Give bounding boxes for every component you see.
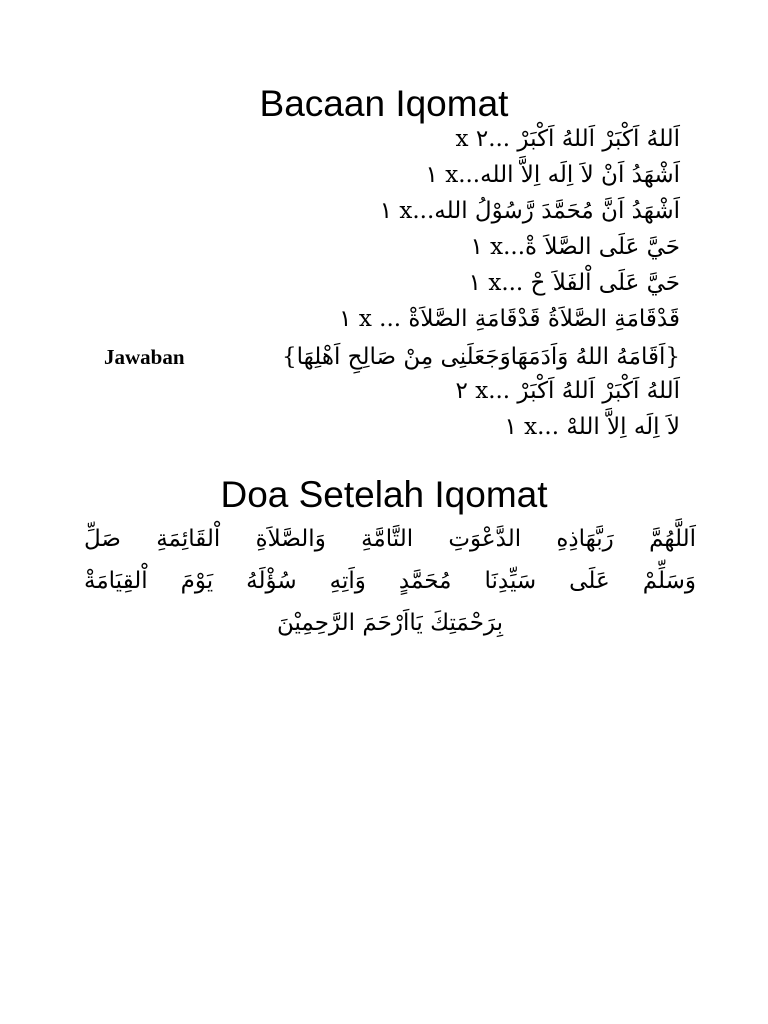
iqomat-line-1: اَللهُ اَكْبَرْ اَللهُ اَكْبَرْ ...٢ x — [455, 126, 680, 152]
iqomat-title: Bacaan Iqomat — [259, 83, 509, 124]
doa-line-2: وَسَلِّمْ عَلَى سَيِّدِنَا مُحَمَّدٍ وَاَتِهِ سُؤْلَهُ يَوْمَ اْلقِيَامَةْ — [84, 568, 696, 594]
iqomat-line-3: اَشْهَدُ اَنَّ مُحَمَّدَ رَّسُوْلُ الله...x ١ — [379, 198, 680, 224]
doa-text — [84, 518, 696, 644]
jawaban-text: {اَقَامَهُ اللهُ وَاَدَمَهَاوَجَعَلَنِى مِنْ صَالِحِ اَهْلِهَا} — [282, 344, 680, 370]
jawaban-label: Jawaban — [104, 345, 185, 369]
iqomat-line-5: حَيَّ عَلَى اْلفَلاَ حْ ...x ١ — [468, 270, 680, 296]
iqomat-line-6: قَدْقَامَةِ الصَّلاَةُ قَدْقَامَةِ الصَّلاَةْ ... x ١ — [339, 306, 680, 332]
iqomat-line-8: لاَ اِلَه اِلاَّ اللهْ ...x ١ — [504, 414, 680, 440]
jawaban-row — [104, 340, 680, 374]
iqomat-line-7: اَللهُ اَكْبَرْ اَللهُ اَكْبَرْ ...x ٢ — [455, 378, 680, 404]
iqomat-line-2: اَشْهَدُ اَنْ لاَ اِلَه اِلاَّ الله...x ١ — [425, 162, 680, 188]
iqomat-line-4: حَيَّ عَلَى الصَّلاَ ةْ...x ١ — [470, 234, 680, 260]
doa-title: Doa Setelah Iqomat — [220, 474, 548, 515]
doa-line-1: اَللَّهُمَّ رَبَّهَاذِهِ الدَّعْوَتِ التَّامَّةِ وَالصَّلاَةِ اْلقَائِمَةِ صَلِّ — [84, 526, 696, 552]
doa-line-3: بِرَحْمَتِكَ يَااَرْحَمَ الرَّحِمِيْنَ — [276, 610, 504, 636]
